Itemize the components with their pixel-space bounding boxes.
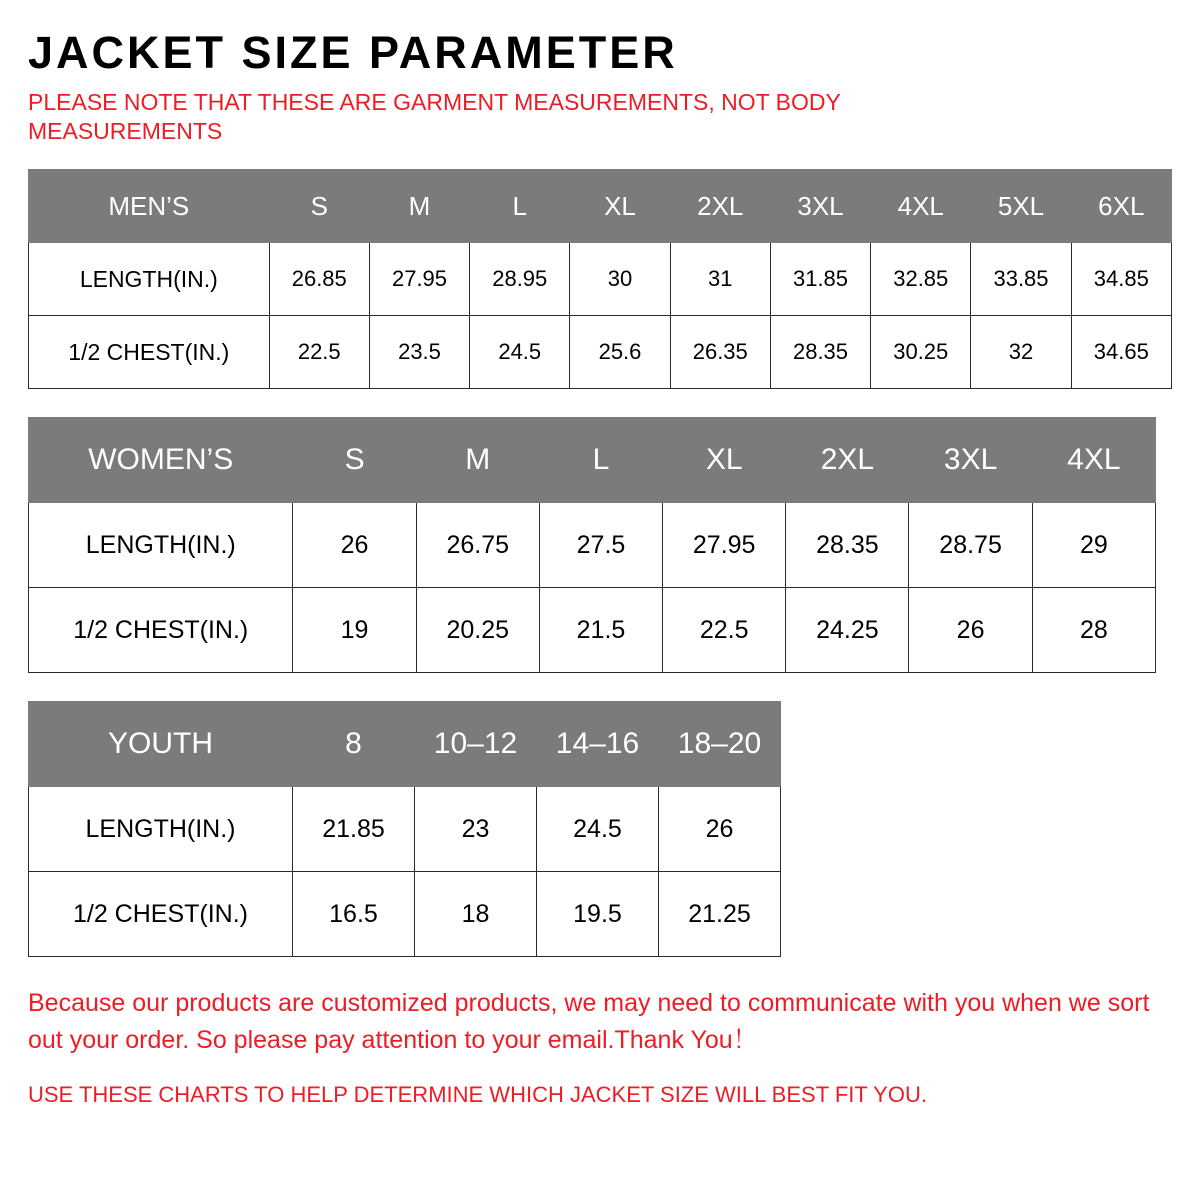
- page-title: JACKET SIZE PARAMETER: [28, 27, 678, 78]
- table-cell: 30.25: [871, 316, 971, 389]
- row-label: LENGTH(IN.): [29, 787, 293, 872]
- table-cell: 24.5: [470, 316, 570, 389]
- table-cell: 19.5: [537, 872, 659, 957]
- row-label: 1/2 CHEST(IN.): [29, 316, 270, 389]
- table-cell: 28.35: [770, 316, 870, 389]
- column-header: 18–20: [659, 702, 781, 787]
- table-cell: 31.85: [770, 243, 870, 316]
- table-cell: 22.5: [663, 588, 786, 673]
- table-cell: 21.5: [539, 588, 662, 673]
- row-label: 1/2 CHEST(IN.): [29, 872, 293, 957]
- row-label: LENGTH(IN.): [29, 243, 270, 316]
- table-row: [29, 243, 1172, 316]
- table-cell: 16.5: [293, 872, 415, 957]
- table-row: [29, 872, 781, 957]
- table-cell: 27.95: [369, 243, 469, 316]
- column-header: 2XL: [786, 418, 909, 503]
- column-header: S: [293, 418, 416, 503]
- table-cell: 31: [670, 243, 770, 316]
- table-header-row: [29, 418, 1156, 503]
- column-header: XL: [570, 170, 670, 243]
- column-header: S: [269, 170, 369, 243]
- table-cell: 19: [293, 588, 416, 673]
- table-cell: 25.6: [570, 316, 670, 389]
- table-cell: 27.5: [539, 503, 662, 588]
- table-cell: 32.85: [871, 243, 971, 316]
- table-cell: 33.85: [971, 243, 1071, 316]
- table-cell: 27.95: [663, 503, 786, 588]
- table-row: [29, 787, 781, 872]
- row-label: LENGTH(IN.): [29, 503, 293, 588]
- table-cell: 26.85: [269, 243, 369, 316]
- column-header: 10–12: [415, 702, 537, 787]
- column-header: 5XL: [971, 170, 1071, 243]
- table-row: [29, 503, 1156, 588]
- measurement-note: PLEASE NOTE THAT THESE ARE GARMENT MEASUREMENTS, NOT BODY MEASUREMENTS: [28, 88, 841, 145]
- column-header: 14–16: [537, 702, 659, 787]
- mens-size-table: [28, 169, 1172, 389]
- table-cell: 28.95: [470, 243, 570, 316]
- chart-usage-note: USE THESE CHARTS TO HELP DETERMINE WHICH JACKET SIZE WILL BEST FIT YOU.: [28, 1081, 927, 1107]
- column-header: M: [416, 418, 539, 503]
- table-cell: 21.25: [659, 872, 781, 957]
- column-header: M: [369, 170, 469, 243]
- table-cell: 28.35: [786, 503, 909, 588]
- table-cell: 28.75: [909, 503, 1032, 588]
- womens-table-label: WOMEN’S: [29, 418, 293, 503]
- mens-table-label: MEN’S: [29, 170, 270, 243]
- column-header: 3XL: [909, 418, 1032, 503]
- table-cell: 21.85: [293, 787, 415, 872]
- column-header: 3XL: [770, 170, 870, 243]
- table-cell: 26: [909, 588, 1032, 673]
- table-cell: 20.25: [416, 588, 539, 673]
- table-header-row: [29, 170, 1172, 243]
- table-cell: 32: [971, 316, 1071, 389]
- column-header: L: [470, 170, 570, 243]
- column-header: 8: [293, 702, 415, 787]
- table-cell: 34.65: [1071, 316, 1171, 389]
- table-cell: 29: [1032, 503, 1155, 588]
- table-row: [29, 588, 1156, 673]
- table-cell: 23.5: [369, 316, 469, 389]
- table-cell: 26: [659, 787, 781, 872]
- column-header: 6XL: [1071, 170, 1171, 243]
- table-cell: 28: [1032, 588, 1155, 673]
- column-header: 4XL: [871, 170, 971, 243]
- table-cell: 26.75: [416, 503, 539, 588]
- row-label: 1/2 CHEST(IN.): [29, 588, 293, 673]
- table-cell: 26.35: [670, 316, 770, 389]
- customization-note: Because our products are customized products, we may need to communicate with you when we sort out your order. So please pay attention to your email.Thank You！: [28, 989, 1150, 1054]
- column-header: XL: [663, 418, 786, 503]
- youth-size-table: [28, 701, 781, 957]
- column-header: 4XL: [1032, 418, 1155, 503]
- table-cell: 24.25: [786, 588, 909, 673]
- table-row: [29, 316, 1172, 389]
- table-cell: 34.85: [1071, 243, 1171, 316]
- youth-table-label: YOUTH: [29, 702, 293, 787]
- table-cell: 30: [570, 243, 670, 316]
- table-cell: 23: [415, 787, 537, 872]
- table-cell: 26: [293, 503, 416, 588]
- column-header: L: [539, 418, 662, 503]
- table-cell: 24.5: [537, 787, 659, 872]
- table-cell: 22.5: [269, 316, 369, 389]
- womens-size-table: [28, 417, 1156, 673]
- column-header: 2XL: [670, 170, 770, 243]
- table-header-row: [29, 702, 781, 787]
- table-cell: 18: [415, 872, 537, 957]
